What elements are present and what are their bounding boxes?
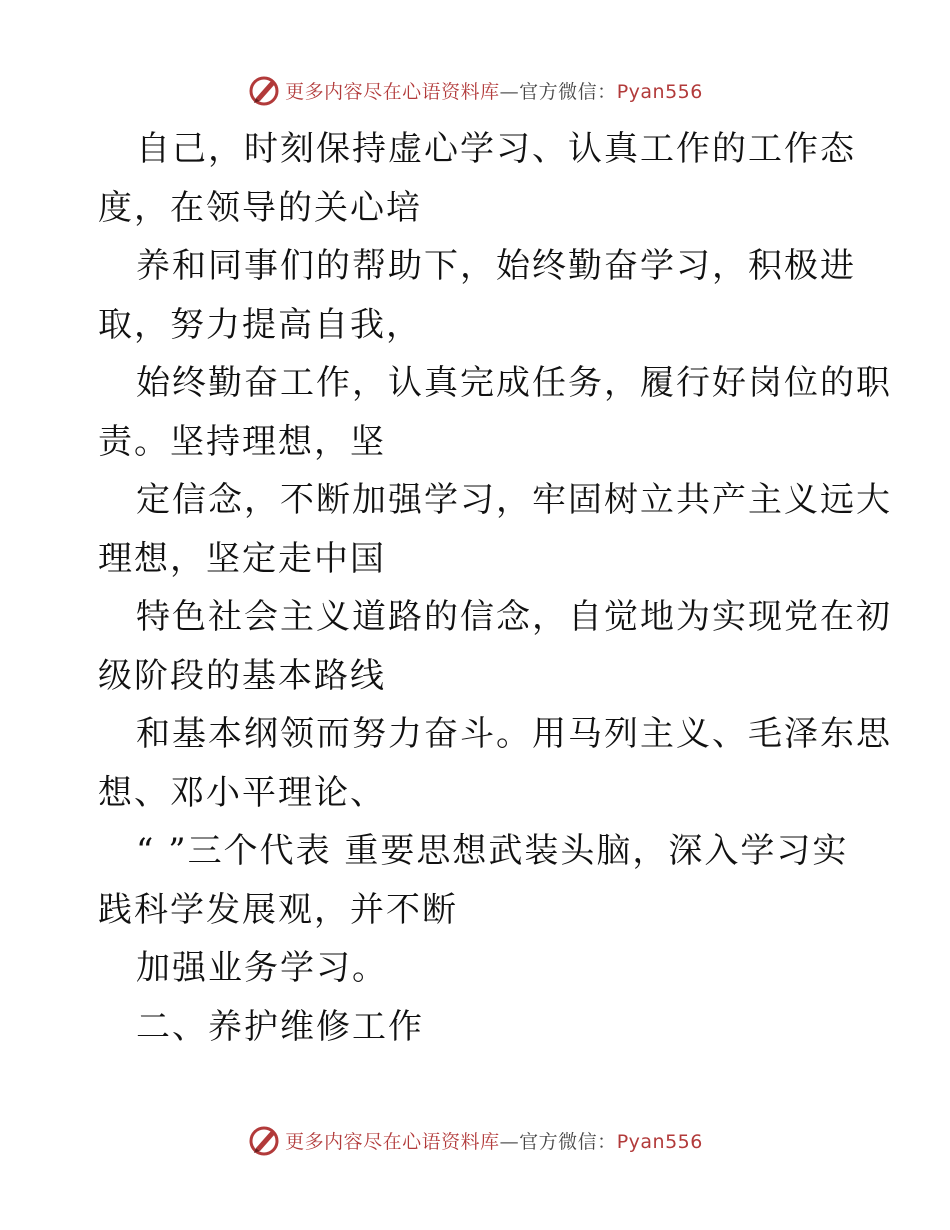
body-line: 级阶段的基本路线 bbox=[98, 655, 386, 696]
body-line: 自己，时刻保持虚心学习、认真工作的工作态 bbox=[136, 129, 856, 169]
banner-text bbox=[285, 77, 703, 104]
banner-dash: — bbox=[499, 80, 520, 103]
banner-wechat-id: Pyan556 bbox=[616, 80, 703, 103]
header-banner bbox=[0, 70, 950, 110]
footer-banner bbox=[0, 1120, 950, 1160]
body-line: 和基本纲领而努力奋斗。用马列主义、毛泽东思 bbox=[136, 714, 892, 754]
body-line: 想、邓小平理论、 bbox=[98, 772, 386, 813]
body-line: 定信念，不断加强学习，牢固树立共产主义远大 bbox=[136, 480, 892, 520]
banner-text bbox=[285, 1127, 703, 1154]
section-heading: 二、养护维修工作 bbox=[136, 1006, 424, 1047]
body-line: 养和同事们的帮助下，始终勤奋学习，积极进 bbox=[136, 246, 856, 286]
banner-wechat-label: 官方微信： bbox=[519, 80, 617, 103]
banner-slogan: 更多内容尽在心语资料库 bbox=[285, 80, 500, 103]
body-line: 始终勤奋工作，认真完成任务，履行好岗位的职 bbox=[136, 363, 892, 403]
body-line: 践科学发展观，并不断 bbox=[98, 889, 458, 930]
body-line: 特色社会主义道路的信念，自觉地为实现党在初 bbox=[136, 597, 892, 637]
body-line: 加强业务学习。 bbox=[136, 948, 388, 988]
banner-wechat-label: 官方微信： bbox=[519, 1130, 617, 1153]
body-line: “ ”三个代表 重要思想武装头脑，深入学习实 bbox=[136, 831, 849, 871]
pen-circle-logo-icon bbox=[247, 1123, 281, 1157]
banner-wechat-id: Pyan556 bbox=[616, 1130, 703, 1153]
pen-circle-logo-icon bbox=[247, 73, 281, 107]
body-line: 责。坚持理想，坚 bbox=[98, 421, 386, 462]
body-line: 度，在领导的关心培 bbox=[98, 187, 422, 228]
banner-dash: — bbox=[499, 1130, 520, 1153]
body-line: 理想，坚定走中国 bbox=[98, 538, 386, 579]
document-body bbox=[98, 120, 892, 1056]
banner-slogan: 更多内容尽在心语资料库 bbox=[285, 1130, 500, 1153]
body-line: 取，努力提高自我， bbox=[98, 304, 422, 345]
